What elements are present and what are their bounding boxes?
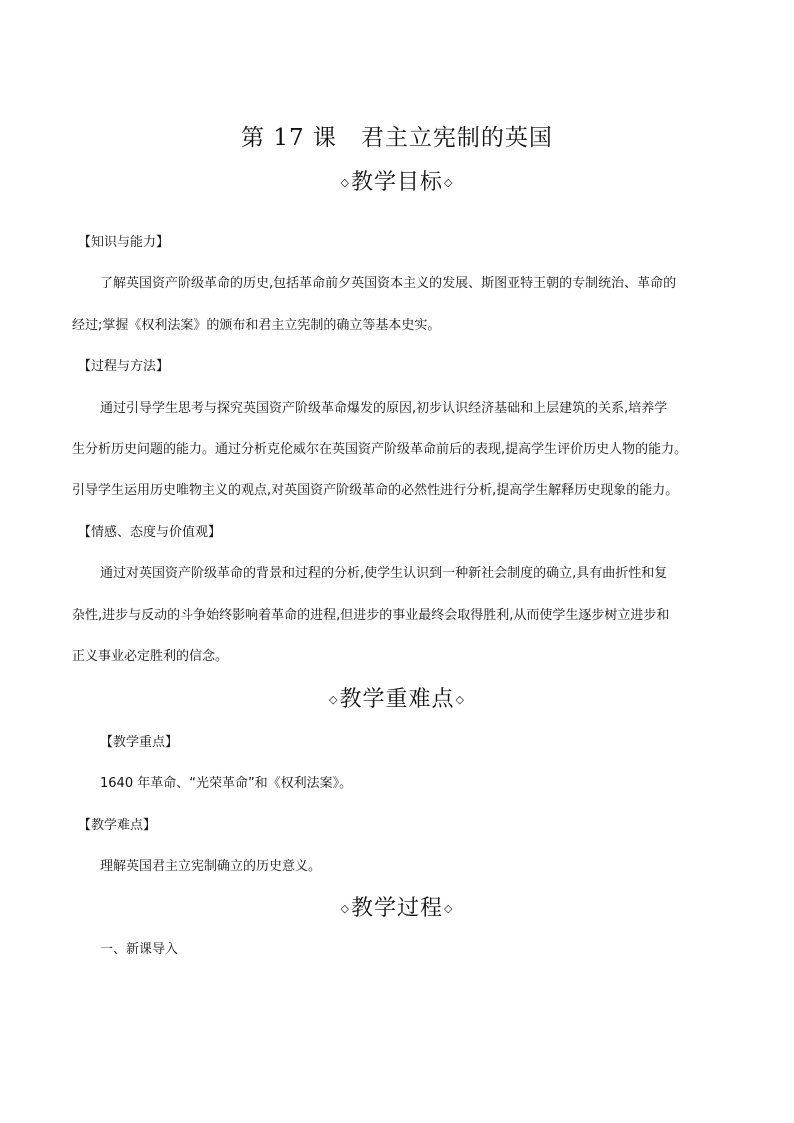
section-heading-objectives-text: 教学目标 — [350, 170, 443, 195]
diamond-icon: ◇ — [340, 902, 350, 915]
section-heading-key-points-text: 教学重难点 — [339, 687, 455, 712]
diamond-icon: ◇ — [329, 693, 339, 706]
focus-label: 【教学重点】 — [100, 735, 179, 750]
emotion-line-2: 杂性,进步与反动的斗争始终影响着革命的进程,但进步的事业最终会取得胜利,从而使学生逐步树立进步和 — [72, 608, 670, 623]
section-heading-process — [0, 894, 794, 924]
process-method-line-2: 生分析历史问题的能力。通过分析克伦威尔在英国资产阶级革命前后的表现,提高学生评价历史人物的能力。 — [72, 442, 688, 457]
emotion-line-3: 正义事业必定胜利的信念。 — [72, 649, 229, 664]
diamond-icon: ◇ — [340, 176, 350, 189]
section-heading-objectives — [0, 168, 794, 198]
knowledge-line-1: 了解英国资产阶级革命的历史,包括革命前夕英国资本主义的发展、斯图亚特王朝的专制统治、革命的 — [100, 276, 677, 291]
process-method-line-3: 引导学生运用历史唯物主义的观点,对英国资产阶级革命的必然性进行分析,提高学生解释历史现象的能力。 — [72, 483, 679, 498]
knowledge-line-2: 经过;掌握《权利法案》的颁布和君主立宪制的确立等基本史实。 — [72, 318, 441, 333]
process-method-label: 【过程与方法】 — [78, 359, 170, 374]
focus-text: 1640 年革命、“光荣革命”和《权利法案》。 — [100, 776, 353, 791]
process-item-1: 一、新课导入 — [100, 942, 179, 957]
knowledge-label: 【知识与能力】 — [78, 235, 170, 250]
difficulty-label: 【教学难点】 — [78, 818, 157, 833]
section-heading-process-text: 教学过程 — [350, 896, 443, 921]
section-heading-key-points — [0, 685, 794, 715]
difficulty-text: 理解英国君主立宪制确立的历史意义。 — [100, 859, 322, 874]
lesson-title: 第 17 课 君主立宪制的英国 — [241, 125, 553, 151]
diamond-icon: ◇ — [444, 902, 454, 915]
diamond-icon: ◇ — [444, 176, 454, 189]
emotion-line-1: 通过对英国资产阶级革命的背景和过程的分析,使学生认识到一种新社会制度的确立,具有曲折性和复 — [100, 566, 668, 581]
process-method-line-1: 通过引导学生思考与探究英国资产阶级革命爆发的原因,初步认识经济基础和上层建筑的关系,培养学 — [100, 401, 668, 416]
diamond-icon: ◇ — [455, 693, 465, 706]
emotion-label: 【情感、态度与价值观】 — [78, 525, 222, 540]
